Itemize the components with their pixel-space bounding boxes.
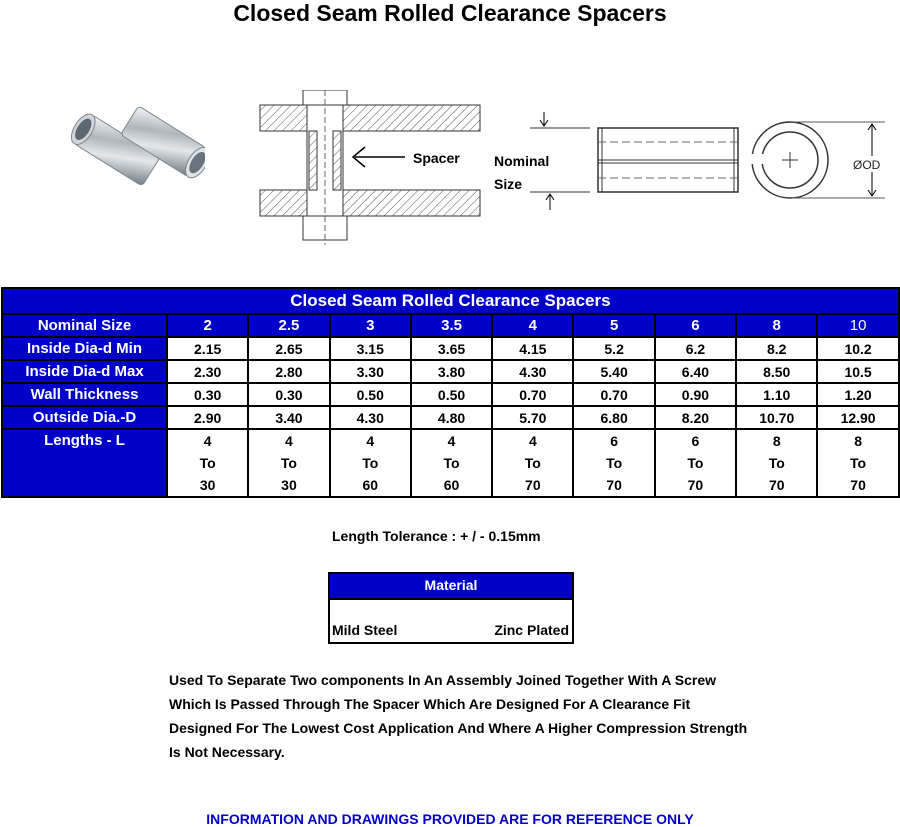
table-cell: 10.5 — [817, 360, 898, 383]
row-label: Inside Dia-d Min — [2, 337, 167, 360]
length-cell: 8 To 70 — [817, 429, 898, 497]
length-cell: 8 To 70 — [736, 429, 817, 497]
material-finish: Zinc Plated — [494, 622, 569, 638]
description-line: Designed For The Lowest Cost Application And Where A Higher Compression Strength — [169, 720, 748, 736]
table-cell: 4.80 — [411, 406, 492, 429]
table-cell: 2.90 — [167, 406, 248, 429]
length-cell: 6 To 70 — [573, 429, 654, 497]
table-cell: 6.2 — [655, 337, 736, 360]
spec-table — [1, 287, 900, 498]
row-label: Outside Dia.-D — [2, 406, 167, 429]
table-cell: 0.30 — [248, 383, 329, 406]
nominal-size-header: Nominal Size — [2, 314, 167, 337]
table-row — [2, 383, 899, 406]
table-caption: Closed Seam Rolled Clearance Spacers — [2, 288, 899, 314]
length-cell: 4 To 30 — [248, 429, 329, 497]
table-cell: 10.70 — [736, 406, 817, 429]
table-row-lengths — [2, 429, 899, 497]
size-header: 2.5 — [248, 314, 329, 337]
table-cell: 6.40 — [655, 360, 736, 383]
table-cell: 0.70 — [573, 383, 654, 406]
table-cell: 1.10 — [736, 383, 817, 406]
length-cell: 4 To 70 — [492, 429, 573, 497]
size-header: 2 — [167, 314, 248, 337]
spacer-technical-drawing — [530, 110, 900, 220]
table-cell: 2.65 — [248, 337, 329, 360]
table-cell: 4.15 — [492, 337, 573, 360]
table-cell: 0.90 — [655, 383, 736, 406]
description-line: Which Is Passed Through The Spacer Which Are Designed For A Clearance Fit — [169, 696, 691, 712]
size-header: 3.5 — [411, 314, 492, 337]
table-row — [2, 360, 899, 383]
length-cell: 4 To 30 — [167, 429, 248, 497]
table-cell: 12.90 — [817, 406, 898, 429]
table-cell: 3.15 — [330, 337, 411, 360]
table-cell: 0.50 — [411, 383, 492, 406]
table-cell: 5.40 — [573, 360, 654, 383]
table-cell: 3.40 — [248, 406, 329, 429]
spacer-photo — [45, 100, 205, 220]
table-cell: 4.30 — [492, 360, 573, 383]
table-cell: 3.65 — [411, 337, 492, 360]
size-header: 3 — [330, 314, 411, 337]
nominal-label-line1: Nominal — [494, 153, 550, 169]
table-cell: 10.2 — [817, 337, 898, 360]
material-header: Material — [330, 574, 572, 600]
od-label: ØOD — [853, 158, 881, 172]
description-line: Used To Separate Two components In An Assembly Joined Together With A Screw — [169, 672, 716, 688]
length-cell: 4 To 60 — [330, 429, 411, 497]
description-line: Is Not Necessary. — [169, 744, 285, 760]
table-cell: 0.50 — [330, 383, 411, 406]
material-name: Mild Steel — [332, 622, 398, 638]
size-header: 6 — [655, 314, 736, 337]
table-cell: 0.30 — [167, 383, 248, 406]
table-cell: 6.80 — [573, 406, 654, 429]
table-cell: 3.30 — [330, 360, 411, 383]
table-cell: 2.80 — [248, 360, 329, 383]
assembly-drawing — [255, 90, 485, 250]
description — [169, 668, 849, 764]
table-cell: 3.80 — [411, 360, 492, 383]
table-row — [2, 337, 899, 360]
size-header: 4 — [492, 314, 573, 337]
table-cell: 8.2 — [736, 337, 817, 360]
row-label: Inside Dia-d Max — [2, 360, 167, 383]
table-row — [2, 406, 899, 429]
table-cell: 2.30 — [167, 360, 248, 383]
row-label: Wall Thickness — [2, 383, 167, 406]
length-cell: 4 To 60 — [411, 429, 492, 497]
nominal-label-line2: Size — [494, 176, 523, 192]
size-header: 5 — [573, 314, 654, 337]
table-cell: 4.30 — [330, 406, 411, 429]
length-cell: 6 To 70 — [655, 429, 736, 497]
material-box — [328, 572, 574, 644]
table-cell: 8.50 — [736, 360, 817, 383]
table-cell: 5.70 — [492, 406, 573, 429]
row-label: Lengths - L — [2, 429, 167, 497]
size-header: 8 — [736, 314, 817, 337]
table-cell: 0.70 — [492, 383, 573, 406]
table-cell: 1.20 — [817, 383, 898, 406]
table-cell: 5.2 — [573, 337, 654, 360]
table-cell: 2.15 — [167, 337, 248, 360]
spacer-callout: Spacer — [413, 150, 460, 166]
size-header: 10 — [817, 314, 898, 337]
material-row — [330, 622, 572, 638]
length-tolerance: Length Tolerance : + / - 0.15mm — [332, 528, 541, 544]
table-cell: 8.20 — [655, 406, 736, 429]
reference-disclaimer: INFORMATION AND DRAWINGS PROVIDED ARE FOR REFERENCE ONLY — [206, 811, 694, 827]
page-title: Closed Seam Rolled Clearance Spacers — [233, 0, 667, 26]
